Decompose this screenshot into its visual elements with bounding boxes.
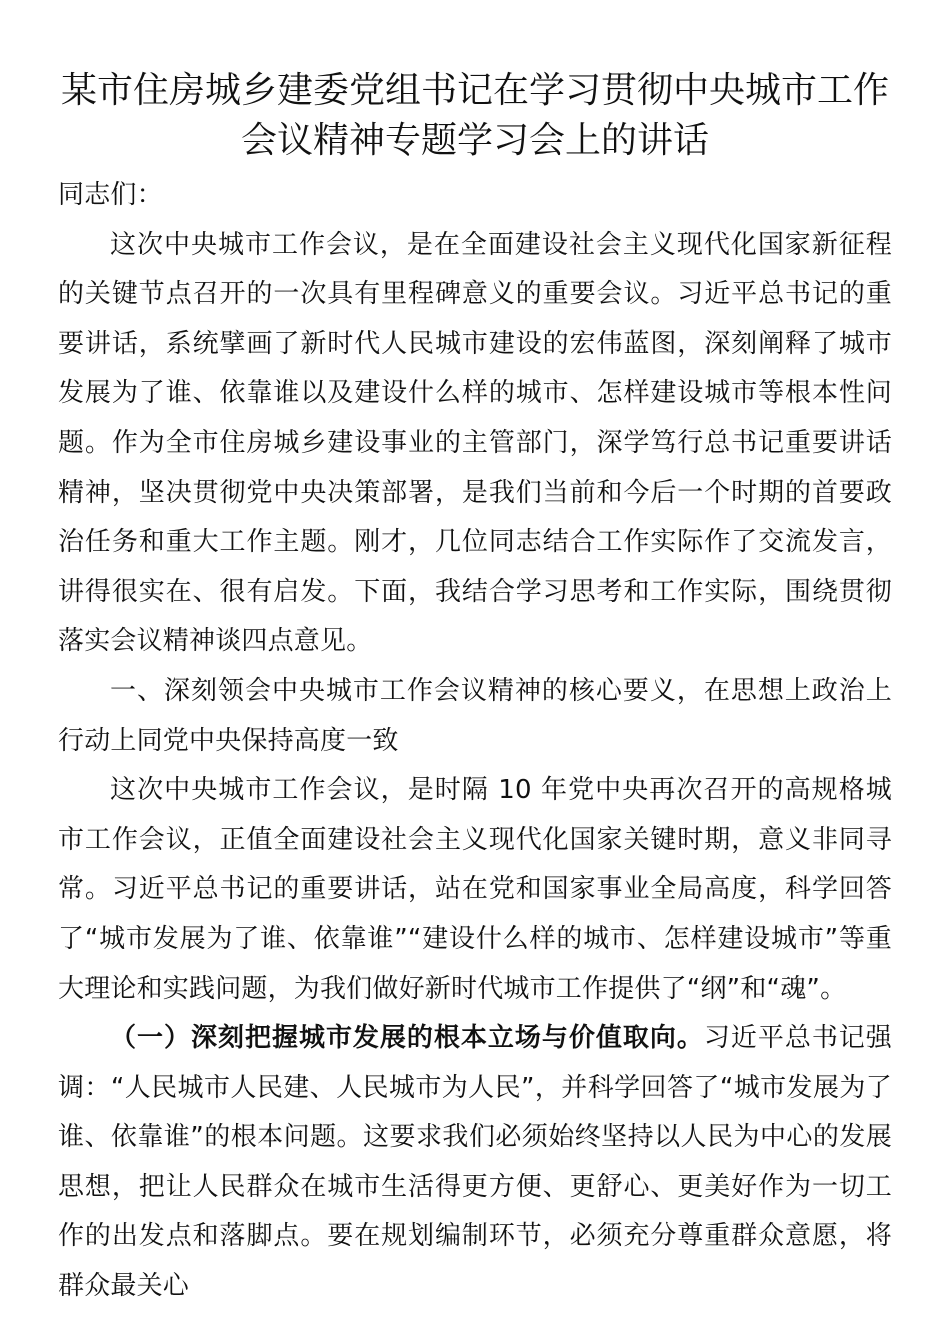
- subsection-1: [58, 1014, 892, 1312]
- title-line-1: 某市住房城乡建委党组书记在学习贯彻中央城市工作: [60, 70, 889, 111]
- section-heading-1: 一、深刻领会中央城市工作会议精神的核心要义，在思想上政治上行动上同党中央保持高度一致: [58, 675, 892, 756]
- paragraph-intro: 这次中央城市工作会议，是在全面建设社会主义现代化国家新征程的关键节点召开的一次具有里程碑意义的重要会议。习近平总书记的重要讲话，系统擘画了新时代人民城市建设的宏伟蓝图，深刻阐释了城市发展为了谁、依靠谁以及建设什么样的城市、怎样建设城市等根本性问题。作为全市住房城乡建设事业的主管部门，深学笃行总书记重要讲话精神，坚决贯彻党中央决策部署，是我们当前和今后一个时期的首要政治任务和重大工作主题。刚才，几位同志结合工作实际作了交流发言，讲得很实在、很有启发。下面，我结合学习思考和工作实际，围绕贯彻落实会议精神谈四点意见。: [58, 229, 892, 657]
- salutation: 同志们：: [58, 180, 163, 210]
- subsection-1-text: 习近平总书记强调：“人民城市人民建、人民城市为人民”，并科学回答了“城市发展为了谁、依靠谁”的根本问题。这要求我们必须始终坚持以人民为中心的发展思想，把让人民群众在城市生活得更方便、更舒心、更美好作为一切工作的出发点和落脚点。要在规划编制环节，必须充分尊重群众意愿，将群众最关心: [58, 1023, 892, 1302]
- document-body: [58, 171, 892, 1312]
- subsection-1-lead: （一）深刻把握城市发展的根本立场与价值取向。: [110, 1023, 704, 1054]
- document-title: [58, 66, 892, 166]
- title-line-2: 会议精神专题学习会上的讲话: [240, 120, 709, 161]
- paragraph-section-1: 这次中央城市工作会议，是时隔 10 年党中央再次召开的高规格城市工作会议，正值全面建设社会主义现代化国家关键时期，意义非同寻常。习近平总书记的重要讲话，站在党和国家事业全局高度，科学回答了“城市发展为了谁、依靠谁”“建设什么样的城市、怎样建设城市”等重大理论和实践问题，为我们做好新时代城市工作提供了“纲”和“魂”。: [58, 775, 892, 1004]
